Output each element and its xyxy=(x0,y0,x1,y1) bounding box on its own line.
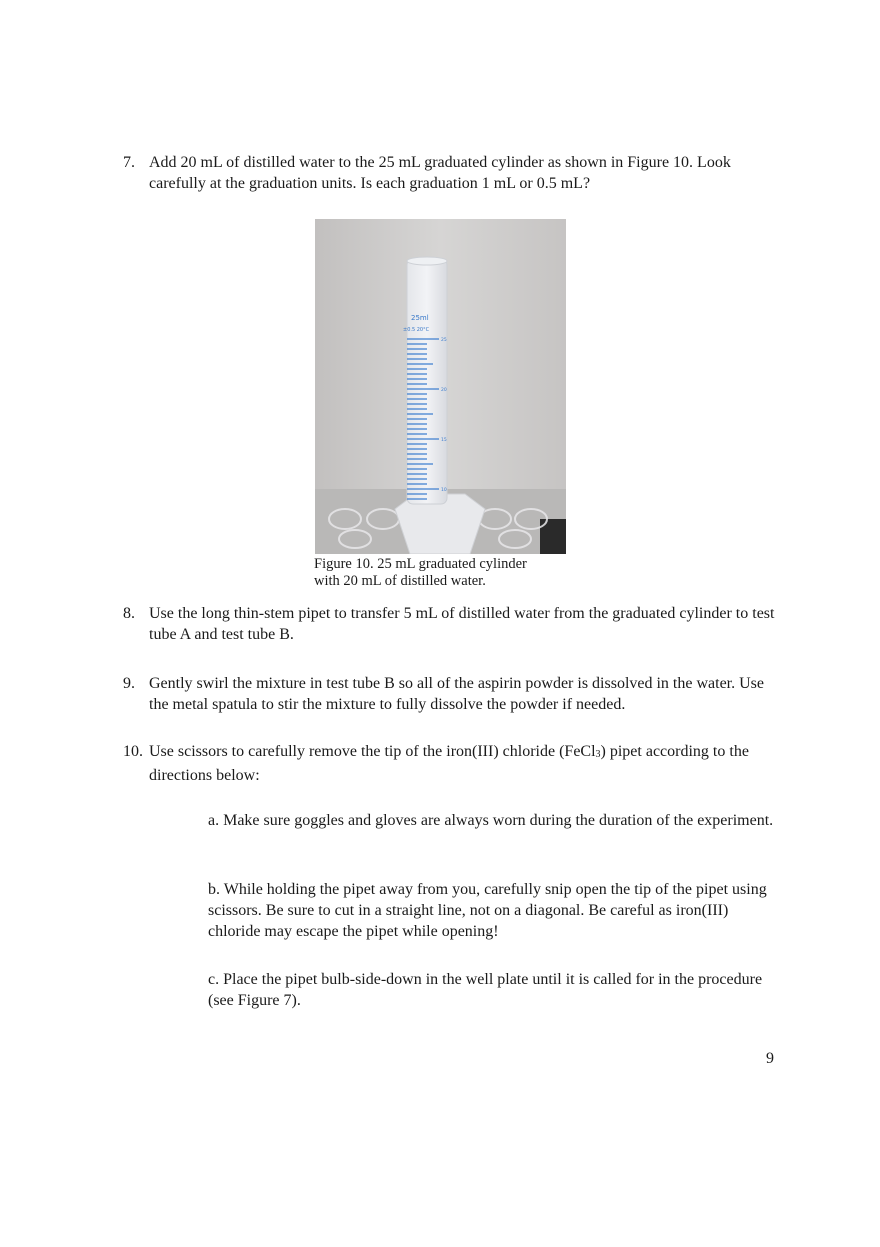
caption-line-1: Figure 10. 25 mL graduated cylinder xyxy=(314,556,527,572)
step-10 xyxy=(123,741,783,786)
step-text: Add 20 mL of distilled water to the 25 mL graduated cylinder as shown in Figure 10. Look carefully at the graduation units. Is each graduation 1 mL or 0.5 mL? xyxy=(149,154,731,192)
step-text-before: Use scissors to carefully remove the tip of the iron(III) chloride (FeCl xyxy=(149,743,596,760)
svg-text:20: 20 xyxy=(441,388,447,393)
step-number: 9. xyxy=(123,675,135,692)
cylinder-sublabel: ±0.5 20°C xyxy=(403,327,430,333)
step-7 xyxy=(123,152,783,194)
cylinder-label: 25ml xyxy=(411,314,429,322)
step-number: 10. xyxy=(123,743,143,760)
page-number: 9 xyxy=(766,1050,774,1067)
step-number: 8. xyxy=(123,605,135,622)
step-9 xyxy=(123,673,783,715)
substep-b: b. While holding the pipet away from you, carefully snip open the tip of the pipet using scissors. Be sure to cut in a straight line, not on a diagonal. Be careful as iron(III) chloride may escape the pipet while opening! xyxy=(208,881,767,940)
step-number: 7. xyxy=(123,154,135,171)
step-text: Gently swirl the mixture in test tube B so all of the aspirin powder is dissolved in the water. Use the metal spatula to stir the mixture to fully dissolve the powder if needed. xyxy=(149,675,765,713)
svg-text:25: 25 xyxy=(441,338,447,343)
substep-c: c. Place the pipet bulb-side-down in the well plate until it is called for in the procedure (see Figure 7). xyxy=(208,971,763,1009)
step-text-after: ) pipet according to the directions below: xyxy=(149,743,749,784)
step-text xyxy=(149,741,783,786)
graduated-cylinder-photo xyxy=(315,219,566,554)
substep-a: a. Make sure goggles and gloves are always worn during the duration of the experiment. xyxy=(208,812,774,829)
step-text: Use the long thin-stem pipet to transfer 5 mL of distilled water from the graduated cylinder to test tube A and test tube B. xyxy=(149,605,775,643)
step-8 xyxy=(123,603,783,645)
figure-caption xyxy=(314,556,574,590)
svg-text:15: 15 xyxy=(441,438,447,443)
caption-line-2: with 20 mL of distilled water. xyxy=(314,573,486,589)
subscript-3: 3 xyxy=(595,749,601,760)
svg-text:10: 10 xyxy=(441,488,447,493)
